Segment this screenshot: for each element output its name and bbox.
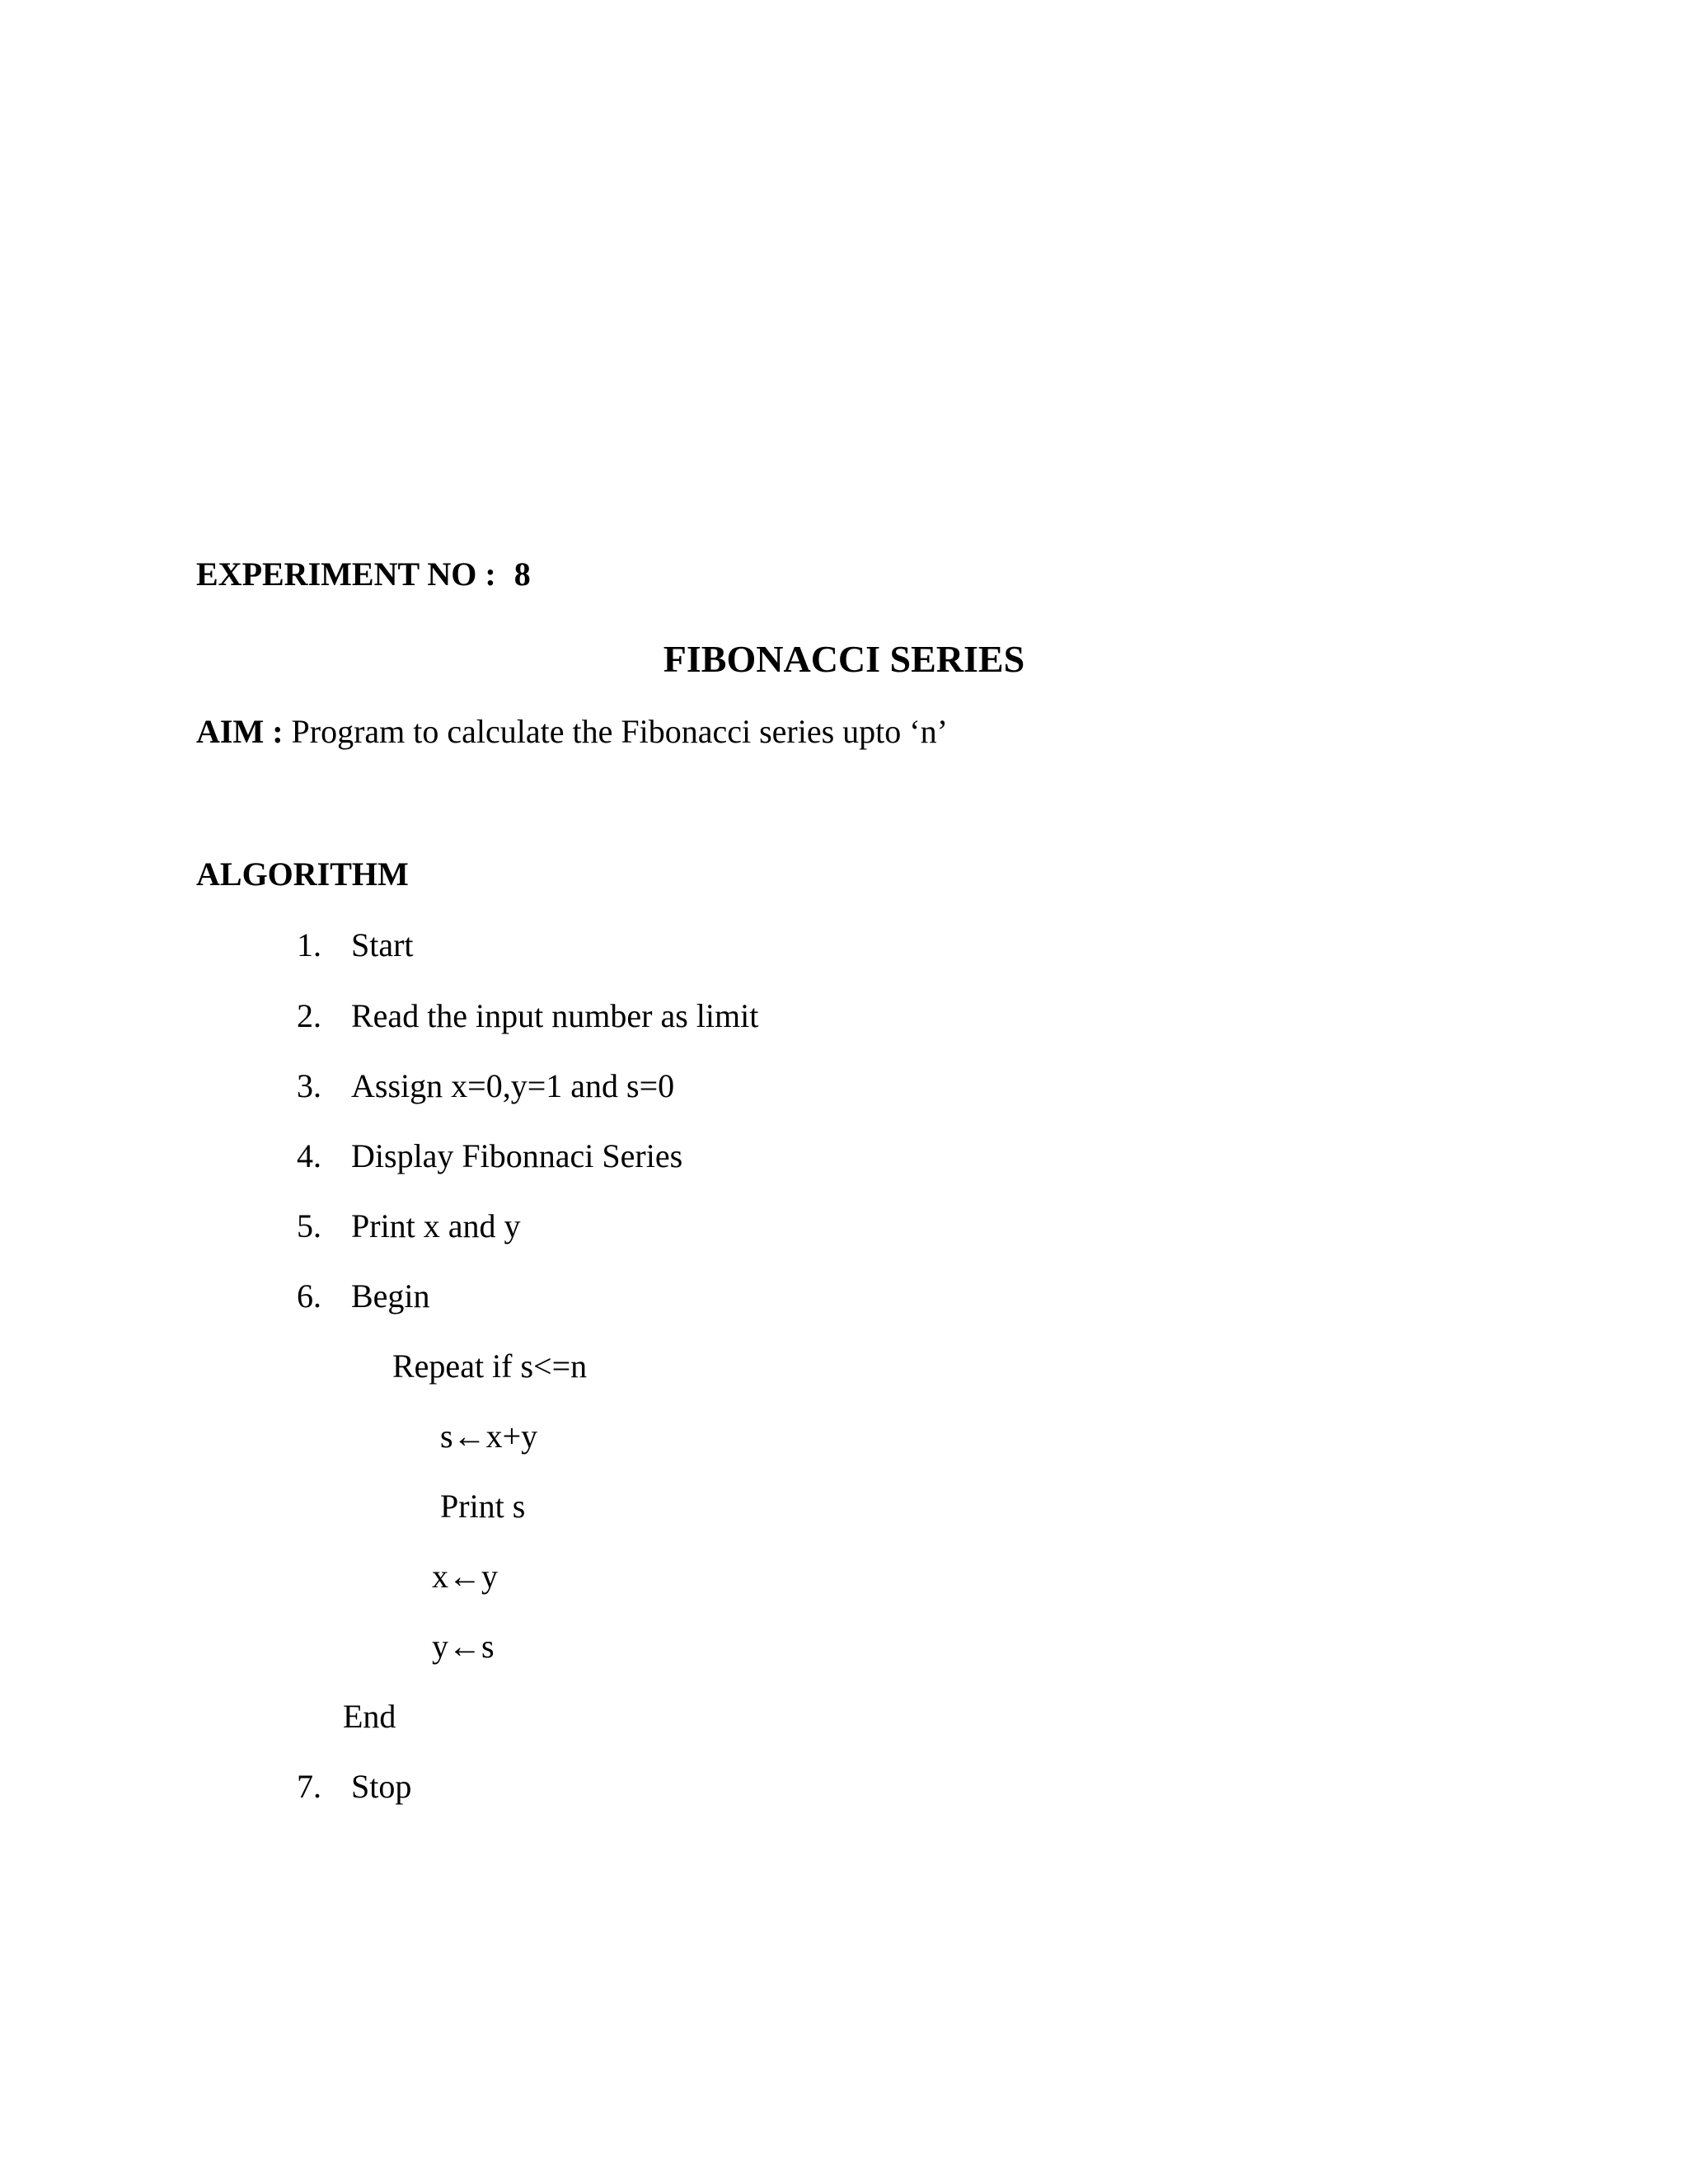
aim-line (196, 715, 948, 748)
step-text: Read the input number as limit (351, 997, 759, 1034)
algorithm-step (272, 1137, 683, 1174)
algorithm-step (272, 1277, 430, 1315)
step-text: Assign x=0,y=1 and s=0 (351, 1067, 675, 1104)
step-number: 1. (297, 926, 321, 963)
loop-body-line: s←x+y (440, 1418, 538, 1455)
algorithm-step (272, 1770, 411, 1803)
step-text: Print x and y (351, 1207, 521, 1244)
aim-text: Program to calculate the Fibonacci series upto ‘n’ (291, 713, 948, 750)
algorithm-step (272, 997, 759, 1034)
aim-label: AIM : (196, 713, 284, 750)
experiment-number: 8 (513, 555, 531, 593)
step-text: Stop (351, 1768, 412, 1805)
step-number: 6. (297, 1277, 321, 1315)
algorithm-heading: ALGORITHM (196, 855, 409, 893)
step-number: 7. (297, 1768, 321, 1805)
loop-body-line: Print s (440, 1488, 526, 1525)
end-line: End (343, 1698, 396, 1735)
step-text: Start (351, 926, 414, 963)
experiment-header (196, 555, 531, 593)
repeat-line: Repeat if s<=n (392, 1347, 588, 1385)
algorithm-step (272, 1067, 675, 1104)
algorithm-step (272, 926, 414, 963)
loop-body-line: x←y (432, 1558, 498, 1595)
step-number: 2. (297, 997, 321, 1034)
page-title: FIBONACCI SERIES (663, 638, 1025, 680)
step-number: 5. (297, 1207, 321, 1244)
step-number: 4. (297, 1137, 321, 1174)
step-text: Display Fibonnaci Series (351, 1137, 683, 1174)
step-number: 3. (297, 1067, 321, 1104)
experiment-label: EXPERIMENT NO : (196, 555, 496, 593)
step-text: Begin (351, 1277, 430, 1315)
loop-body-line: y←s (432, 1628, 495, 1665)
algorithm-step (272, 1207, 521, 1244)
